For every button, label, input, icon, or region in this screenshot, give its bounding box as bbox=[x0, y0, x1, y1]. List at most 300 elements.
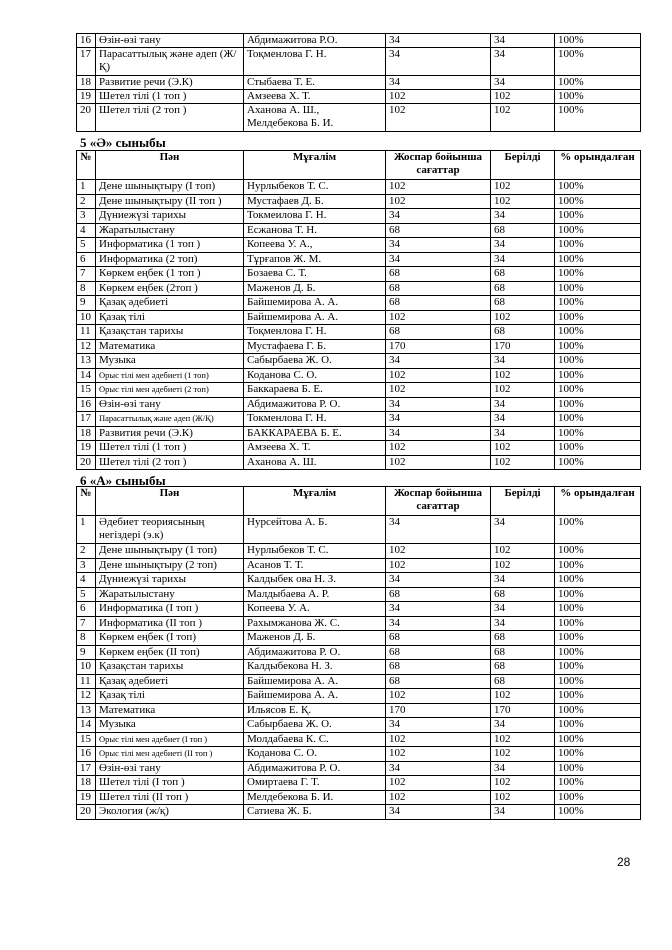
cell-percent-done: 100% bbox=[555, 761, 641, 776]
cell-number: 16 bbox=[77, 747, 96, 762]
cell-teacher: Мустафаев Д. Б. bbox=[244, 194, 386, 209]
cell-percent-done: 100% bbox=[555, 310, 641, 325]
header-percent-done: % орындалған bbox=[555, 487, 641, 516]
cell-number: 14 bbox=[77, 718, 96, 733]
cell-percent-done: 100% bbox=[555, 516, 641, 544]
cell-given: 68 bbox=[491, 281, 555, 296]
cell-subject: Көркем еңбек (ІІ топ) bbox=[96, 645, 244, 660]
table-row bbox=[77, 90, 641, 104]
cell-teacher: Абдимажитова Р. О. bbox=[244, 397, 386, 412]
cell-percent-done: 100% bbox=[555, 339, 641, 354]
cell-teacher: Амзеева Х. Т. bbox=[244, 90, 386, 104]
cell-percent-done: 100% bbox=[555, 325, 641, 340]
cell-subject: Орыс тілі мен әдебиеті (ІІ топ ) bbox=[96, 747, 244, 762]
cell-subject: Математика bbox=[96, 339, 244, 354]
table-row bbox=[77, 397, 641, 412]
cell-percent-done: 100% bbox=[555, 747, 641, 762]
cell-planned-hours: 34 bbox=[386, 209, 491, 224]
cell-planned-hours: 34 bbox=[386, 397, 491, 412]
cell-number: 13 bbox=[77, 354, 96, 369]
table-row bbox=[77, 194, 641, 209]
cell-given: 34 bbox=[491, 238, 555, 253]
cell-subject: Шетел тілі (ІІ топ ) bbox=[96, 790, 244, 805]
cell-percent-done: 100% bbox=[555, 368, 641, 383]
table-header-row bbox=[77, 487, 641, 516]
cell-number: 2 bbox=[77, 194, 96, 209]
cell-planned-hours: 34 bbox=[386, 516, 491, 544]
cell-subject: Дене шынықтыру (I топ) bbox=[96, 180, 244, 195]
table-row bbox=[77, 76, 641, 90]
header-teacher: Мұғалім bbox=[244, 487, 386, 516]
header-subject: Пән bbox=[96, 151, 244, 180]
cell-percent-done: 100% bbox=[555, 703, 641, 718]
cell-planned-hours: 102 bbox=[386, 441, 491, 456]
cell-teacher: Омиртаева Г. Т. bbox=[244, 776, 386, 791]
cell-planned-hours: 102 bbox=[386, 310, 491, 325]
cell-planned-hours: 102 bbox=[386, 544, 491, 559]
cell-given: 34 bbox=[491, 48, 555, 76]
cell-percent-done: 100% bbox=[555, 616, 641, 631]
cell-percent-done: 100% bbox=[555, 383, 641, 398]
cell-number: 5 bbox=[77, 587, 96, 602]
cell-subject: Шетел тілі (І топ ) bbox=[96, 776, 244, 791]
cell-given: 102 bbox=[491, 689, 555, 704]
table-class-6a bbox=[76, 486, 641, 820]
cell-given: 68 bbox=[491, 674, 555, 689]
cell-teacher: Амзеева Х. Т. bbox=[244, 441, 386, 456]
cell-subject: Шетел тілі (1 топ ) bbox=[96, 441, 244, 456]
cell-planned-hours: 34 bbox=[386, 34, 491, 48]
table-row bbox=[77, 252, 641, 267]
cell-number: 16 bbox=[77, 397, 96, 412]
table-row bbox=[77, 34, 641, 48]
table-row bbox=[77, 354, 641, 369]
cell-number: 15 bbox=[77, 383, 96, 398]
cell-percent-done: 100% bbox=[555, 544, 641, 559]
cell-teacher: Байшемирова А. А. bbox=[244, 310, 386, 325]
cell-planned-hours: 34 bbox=[386, 354, 491, 369]
cell-number: 10 bbox=[77, 310, 96, 325]
cell-given: 68 bbox=[491, 631, 555, 646]
cell-number: 14 bbox=[77, 368, 96, 383]
cell-teacher: Калдыбек ова Н. З. bbox=[244, 573, 386, 588]
cell-given: 102 bbox=[491, 368, 555, 383]
cell-planned-hours: 102 bbox=[386, 558, 491, 573]
cell-number: 19 bbox=[77, 90, 96, 104]
table-class-5a bbox=[76, 150, 641, 470]
cell-percent-done: 100% bbox=[555, 194, 641, 209]
cell-number: 10 bbox=[77, 660, 96, 675]
table-row bbox=[77, 426, 641, 441]
table-row bbox=[77, 310, 641, 325]
cell-teacher: Малдыбаева А. Р. bbox=[244, 587, 386, 602]
cell-given: 68 bbox=[491, 660, 555, 675]
cell-planned-hours: 34 bbox=[386, 573, 491, 588]
cell-planned-hours: 102 bbox=[386, 194, 491, 209]
cell-percent-done: 100% bbox=[555, 602, 641, 617]
cell-subject: Информатика (І топ ) bbox=[96, 602, 244, 617]
cell-subject: Қазақ тілі bbox=[96, 310, 244, 325]
cell-planned-hours: 102 bbox=[386, 747, 491, 762]
cell-teacher: Тоқменлова Г. Н. bbox=[244, 48, 386, 76]
cell-given: 102 bbox=[491, 194, 555, 209]
cell-number: 18 bbox=[77, 76, 96, 90]
cell-teacher: Сабырбаева Ж. О. bbox=[244, 354, 386, 369]
cell-teacher: Рахымжанова Ж. С. bbox=[244, 616, 386, 631]
cell-percent-done: 100% bbox=[555, 223, 641, 238]
cell-given: 102 bbox=[491, 747, 555, 762]
cell-given: 34 bbox=[491, 516, 555, 544]
section-title-6a: 6 «А» сыныбы bbox=[80, 473, 166, 488]
cell-percent-done: 100% bbox=[555, 412, 641, 427]
cell-planned-hours: 68 bbox=[386, 325, 491, 340]
cell-subject: Шетел тілі (1 топ ) bbox=[96, 90, 244, 104]
cell-number: 17 bbox=[77, 761, 96, 776]
cell-number: 8 bbox=[77, 281, 96, 296]
cell-given: 34 bbox=[491, 573, 555, 588]
table-row bbox=[77, 587, 641, 602]
cell-planned-hours: 68 bbox=[386, 645, 491, 660]
cell-percent-done: 100% bbox=[555, 180, 641, 195]
cell-given: 102 bbox=[491, 104, 555, 132]
cell-teacher: Сатиева Ж. Б. bbox=[244, 805, 386, 820]
section-title-5a: 5 «Ә» сыныбы bbox=[80, 135, 166, 150]
cell-planned-hours: 102 bbox=[386, 383, 491, 398]
cell-given: 170 bbox=[491, 339, 555, 354]
table-row bbox=[77, 325, 641, 340]
table-row bbox=[77, 805, 641, 820]
cell-given: 34 bbox=[491, 426, 555, 441]
cell-planned-hours: 102 bbox=[386, 368, 491, 383]
cell-percent-done: 100% bbox=[555, 354, 641, 369]
cell-percent-done: 100% bbox=[555, 441, 641, 456]
cell-subject: Информатика (ІІ топ ) bbox=[96, 616, 244, 631]
header-planned-hours: Жоспар бойынша сағаттар bbox=[386, 151, 491, 180]
cell-teacher: Абдимажитова Р. О. bbox=[244, 761, 386, 776]
cell-planned-hours: 102 bbox=[386, 790, 491, 805]
cell-teacher: Аханова А. Ш. bbox=[244, 455, 386, 470]
cell-percent-done: 100% bbox=[555, 790, 641, 805]
cell-planned-hours: 34 bbox=[386, 76, 491, 90]
cell-teacher: Мустафаева Г. Б. bbox=[244, 339, 386, 354]
table-row bbox=[77, 180, 641, 195]
cell-subject: Өзін-өзі тану bbox=[96, 34, 244, 48]
table-row bbox=[77, 660, 641, 675]
table-row bbox=[77, 455, 641, 470]
cell-teacher: Абдимажитова Р.О. bbox=[244, 34, 386, 48]
cell-percent-done: 100% bbox=[555, 252, 641, 267]
cell-teacher: Нурлыбеков Т. С. bbox=[244, 544, 386, 559]
cell-number: 6 bbox=[77, 602, 96, 617]
table-row bbox=[77, 339, 641, 354]
cell-given: 34 bbox=[491, 805, 555, 820]
cell-subject: Орыс тілі мен әдебиеті (1 топ) bbox=[96, 368, 244, 383]
cell-planned-hours: 34 bbox=[386, 238, 491, 253]
cell-teacher: Молдабаева К. С. bbox=[244, 732, 386, 747]
cell-number: 12 bbox=[77, 689, 96, 704]
cell-planned-hours: 34 bbox=[386, 805, 491, 820]
cell-teacher: Копеева У. А. bbox=[244, 602, 386, 617]
cell-teacher: Абдимажитова Р. О. bbox=[244, 645, 386, 660]
cell-planned-hours: 68 bbox=[386, 296, 491, 311]
table-row bbox=[77, 790, 641, 805]
cell-planned-hours: 68 bbox=[386, 267, 491, 282]
cell-teacher: Асанов Т. Т. bbox=[244, 558, 386, 573]
cell-given: 102 bbox=[491, 558, 555, 573]
cell-number: 1 bbox=[77, 516, 96, 544]
cell-number: 13 bbox=[77, 703, 96, 718]
cell-planned-hours: 34 bbox=[386, 426, 491, 441]
cell-given: 68 bbox=[491, 267, 555, 282]
cell-subject: Орыс тілі мен әдебиет (І топ ) bbox=[96, 732, 244, 747]
cell-planned-hours: 102 bbox=[386, 180, 491, 195]
cell-planned-hours: 34 bbox=[386, 718, 491, 733]
cell-percent-done: 100% bbox=[555, 587, 641, 602]
cell-given: 34 bbox=[491, 209, 555, 224]
cell-number: 6 bbox=[77, 252, 96, 267]
cell-planned-hours: 68 bbox=[386, 223, 491, 238]
cell-subject: Әдебиет теориясының негіздері (э.к) bbox=[96, 516, 244, 544]
table-row bbox=[77, 441, 641, 456]
cell-planned-hours: 102 bbox=[386, 776, 491, 791]
cell-number: 1 bbox=[77, 180, 96, 195]
table-row bbox=[77, 761, 641, 776]
cell-given: 68 bbox=[491, 223, 555, 238]
table-row bbox=[77, 296, 641, 311]
cell-teacher: Тұрғапов Ж. М. bbox=[244, 252, 386, 267]
table-row bbox=[77, 281, 641, 296]
cell-number: 9 bbox=[77, 645, 96, 660]
cell-subject: Музыка bbox=[96, 354, 244, 369]
cell-teacher: Байшемирова А. А. bbox=[244, 296, 386, 311]
table-row bbox=[77, 616, 641, 631]
table-row bbox=[77, 573, 641, 588]
cell-percent-done: 100% bbox=[555, 90, 641, 104]
cell-number: 16 bbox=[77, 34, 96, 48]
cell-teacher: Стыбаева Т. Е. bbox=[244, 76, 386, 90]
cell-subject: Дене шынықтыру (2 топ) bbox=[96, 558, 244, 573]
table-header-row bbox=[77, 151, 641, 180]
cell-number: 7 bbox=[77, 267, 96, 282]
cell-planned-hours: 102 bbox=[386, 455, 491, 470]
cell-percent-done: 100% bbox=[555, 267, 641, 282]
cell-planned-hours: 34 bbox=[386, 48, 491, 76]
table-row bbox=[77, 747, 641, 762]
header-number: № bbox=[77, 487, 96, 516]
table-row bbox=[77, 718, 641, 733]
cell-subject: Қазақ тілі bbox=[96, 689, 244, 704]
cell-percent-done: 100% bbox=[555, 776, 641, 791]
cell-teacher: Есжанова Т. Н. bbox=[244, 223, 386, 238]
cell-number: 8 bbox=[77, 631, 96, 646]
cell-teacher: Маженов Д. Б. bbox=[244, 281, 386, 296]
cell-number: 11 bbox=[77, 325, 96, 340]
cell-subject: Өзін-өзі тану bbox=[96, 761, 244, 776]
cell-number: 19 bbox=[77, 441, 96, 456]
table-row bbox=[77, 776, 641, 791]
cell-percent-done: 100% bbox=[555, 573, 641, 588]
cell-teacher: Токмеилова Г. Н. bbox=[244, 209, 386, 224]
table-row bbox=[77, 674, 641, 689]
cell-teacher: Сабырбаева Ж. О. bbox=[244, 718, 386, 733]
cell-subject: Дене шынықтыру (II топ ) bbox=[96, 194, 244, 209]
cell-teacher: Аханова А. Ш., Мелдебекова Б. И. bbox=[244, 104, 386, 132]
cell-teacher: Мелдебекова Б. И. bbox=[244, 790, 386, 805]
cell-percent-done: 100% bbox=[555, 689, 641, 704]
cell-percent-done: 100% bbox=[555, 238, 641, 253]
cell-teacher: Байшемирова А. А. bbox=[244, 674, 386, 689]
cell-number: 18 bbox=[77, 776, 96, 791]
cell-number: 18 bbox=[77, 426, 96, 441]
cell-percent-done: 100% bbox=[555, 645, 641, 660]
table-row bbox=[77, 383, 641, 398]
cell-given: 68 bbox=[491, 296, 555, 311]
cell-given: 102 bbox=[491, 544, 555, 559]
cell-teacher: Копеева У. А., bbox=[244, 238, 386, 253]
cell-given: 102 bbox=[491, 732, 555, 747]
cell-subject: Өзін-өзі тану bbox=[96, 397, 244, 412]
header-planned-hours: Жоспар бойынша сағаттар bbox=[386, 487, 491, 516]
table-row bbox=[77, 558, 641, 573]
cell-number: 3 bbox=[77, 209, 96, 224]
cell-teacher: Коданова С. О. bbox=[244, 747, 386, 762]
cell-number: 20 bbox=[77, 805, 96, 820]
cell-number: 2 bbox=[77, 544, 96, 559]
cell-planned-hours: 68 bbox=[386, 674, 491, 689]
cell-planned-hours: 102 bbox=[386, 104, 491, 132]
cell-planned-hours: 102 bbox=[386, 689, 491, 704]
cell-percent-done: 100% bbox=[555, 558, 641, 573]
cell-percent-done: 100% bbox=[555, 718, 641, 733]
cell-planned-hours: 68 bbox=[386, 660, 491, 675]
cell-subject: Қазақстан тарихы bbox=[96, 325, 244, 340]
cell-planned-hours: 102 bbox=[386, 90, 491, 104]
cell-subject: Дүниежүзі тарихы bbox=[96, 573, 244, 588]
cell-given: 34 bbox=[491, 616, 555, 631]
cell-subject: Жаратылыстану bbox=[96, 223, 244, 238]
cell-given: 102 bbox=[491, 383, 555, 398]
cell-subject: Қазақ әдебиеті bbox=[96, 674, 244, 689]
cell-percent-done: 100% bbox=[555, 732, 641, 747]
cell-percent-done: 100% bbox=[555, 426, 641, 441]
table-row bbox=[77, 544, 641, 559]
cell-planned-hours: 34 bbox=[386, 412, 491, 427]
cell-planned-hours: 170 bbox=[386, 703, 491, 718]
cell-percent-done: 100% bbox=[555, 34, 641, 48]
table-row bbox=[77, 631, 641, 646]
cell-subject: Парасаттылық және әдеп (Ж/Қ) bbox=[96, 48, 244, 76]
cell-teacher: БАККАРАЕВА Б. Е. bbox=[244, 426, 386, 441]
cell-given: 68 bbox=[491, 587, 555, 602]
cell-percent-done: 100% bbox=[555, 660, 641, 675]
table-row bbox=[77, 732, 641, 747]
cell-given: 68 bbox=[491, 325, 555, 340]
cell-percent-done: 100% bbox=[555, 281, 641, 296]
cell-subject: Көркем еңбек (І топ) bbox=[96, 631, 244, 646]
cell-number: 4 bbox=[77, 223, 96, 238]
table-row bbox=[77, 602, 641, 617]
cell-teacher: Тоқменлова Г. Н. bbox=[244, 325, 386, 340]
cell-planned-hours: 170 bbox=[386, 339, 491, 354]
cell-subject: Развитие речи (Э.К) bbox=[96, 76, 244, 90]
cell-teacher: Маженов Д. Б. bbox=[244, 631, 386, 646]
cell-planned-hours: 34 bbox=[386, 616, 491, 631]
cell-subject: Дүниежүзі тарихы bbox=[96, 209, 244, 224]
cell-given: 102 bbox=[491, 310, 555, 325]
table-row bbox=[77, 645, 641, 660]
cell-subject: Көркем еңбек (1 топ ) bbox=[96, 267, 244, 282]
cell-teacher: Нурлыбеков Т. С. bbox=[244, 180, 386, 195]
cell-subject: Қазақстан тарихы bbox=[96, 660, 244, 675]
table-row bbox=[77, 238, 641, 253]
cell-given: 34 bbox=[491, 761, 555, 776]
cell-given: 34 bbox=[491, 354, 555, 369]
cell-given: 102 bbox=[491, 776, 555, 791]
table-previous-class-continuation bbox=[76, 33, 641, 132]
cell-teacher: Бозаева С. Т. bbox=[244, 267, 386, 282]
cell-given: 34 bbox=[491, 76, 555, 90]
cell-number: 15 bbox=[77, 732, 96, 747]
cell-subject: Шетел тілі (2 топ ) bbox=[96, 455, 244, 470]
cell-planned-hours: 34 bbox=[386, 602, 491, 617]
cell-planned-hours: 68 bbox=[386, 631, 491, 646]
table-row bbox=[77, 689, 641, 704]
header-given: Берілді bbox=[491, 151, 555, 180]
cell-planned-hours: 102 bbox=[386, 732, 491, 747]
table-row bbox=[77, 516, 641, 544]
cell-number: 7 bbox=[77, 616, 96, 631]
cell-percent-done: 100% bbox=[555, 209, 641, 224]
cell-number: 20 bbox=[77, 455, 96, 470]
cell-planned-hours: 68 bbox=[386, 281, 491, 296]
cell-planned-hours: 68 bbox=[386, 587, 491, 602]
cell-subject: Информатика (2 топ) bbox=[96, 252, 244, 267]
table-row bbox=[77, 209, 641, 224]
cell-number: 19 bbox=[77, 790, 96, 805]
cell-percent-done: 100% bbox=[555, 805, 641, 820]
table-row bbox=[77, 267, 641, 282]
cell-number: 11 bbox=[77, 674, 96, 689]
cell-number: 17 bbox=[77, 48, 96, 76]
cell-given: 34 bbox=[491, 412, 555, 427]
cell-planned-hours: 34 bbox=[386, 761, 491, 776]
cell-number: 9 bbox=[77, 296, 96, 311]
cell-given: 34 bbox=[491, 252, 555, 267]
cell-given: 170 bbox=[491, 703, 555, 718]
table-row bbox=[77, 703, 641, 718]
table-row bbox=[77, 48, 641, 76]
cell-percent-done: 100% bbox=[555, 674, 641, 689]
cell-teacher: Коданова С. О. bbox=[244, 368, 386, 383]
cell-given: 34 bbox=[491, 602, 555, 617]
header-number: № bbox=[77, 151, 96, 180]
cell-subject: Экология (ж/қ) bbox=[96, 805, 244, 820]
table-row bbox=[77, 368, 641, 383]
cell-percent-done: 100% bbox=[555, 76, 641, 90]
cell-subject: Шетел тілі (2 топ ) bbox=[96, 104, 244, 132]
cell-given: 68 bbox=[491, 645, 555, 660]
cell-teacher: Ильясов Е. Қ. bbox=[244, 703, 386, 718]
cell-subject: Информатика (1 топ ) bbox=[96, 238, 244, 253]
cell-percent-done: 100% bbox=[555, 455, 641, 470]
cell-given: 34 bbox=[491, 718, 555, 733]
header-subject: Пән bbox=[96, 487, 244, 516]
cell-subject: Қазақ әдебиеті bbox=[96, 296, 244, 311]
cell-subject: Көркем еңбек (2топ ) bbox=[96, 281, 244, 296]
cell-given: 102 bbox=[491, 790, 555, 805]
cell-given: 102 bbox=[491, 180, 555, 195]
cell-given: 34 bbox=[491, 34, 555, 48]
